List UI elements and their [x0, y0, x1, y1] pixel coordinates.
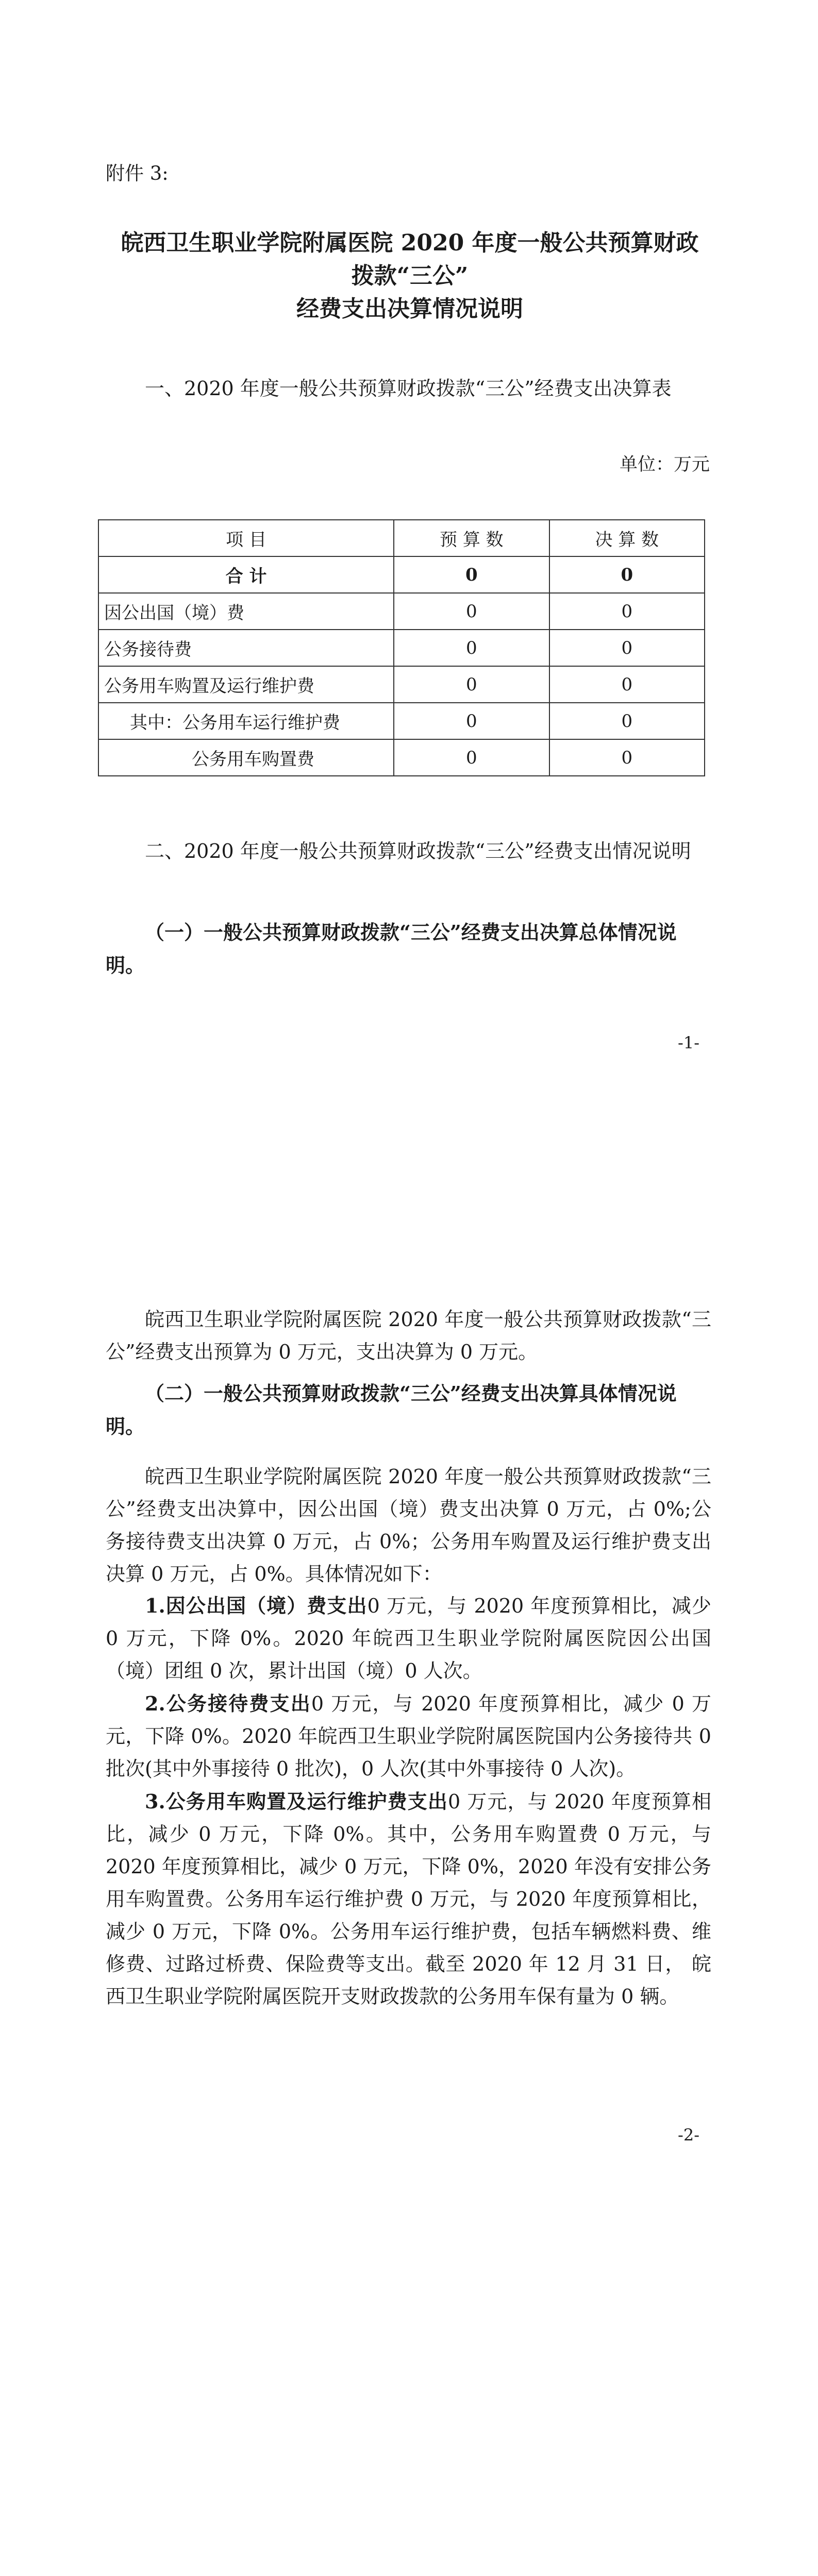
- row-budget: 0: [394, 556, 549, 593]
- row-item: 公务接待费: [98, 630, 394, 666]
- row-item: 其中：公务用车运行维护费: [98, 703, 394, 739]
- title-line-2: 拨款“三公”: [351, 263, 469, 289]
- page-number: -1-: [678, 1033, 699, 1053]
- subsection-1-heading: （一）一般公共预算财政拨款“三公”经费支出决算总体情况说明。: [106, 921, 677, 977]
- section-2-heading: 二、2020 年度一般公共预算财政拨款“三公”经费支出情况说明: [145, 840, 691, 862]
- row-budget: 0: [394, 666, 549, 703]
- page-3: [0, 2313, 818, 2576]
- subsection-2-heading: （二）一般公共预算财政拨款“三公”经费支出决算具体情况说明。: [106, 1382, 677, 1438]
- header-item: 项 目: [98, 520, 394, 556]
- item-1-lead: 1.因公出国（境）费支出: [145, 1594, 368, 1617]
- row-budget: 0: [394, 739, 549, 776]
- table-row: [98, 593, 705, 630]
- item-2-lead: 2.公务接待费支出: [145, 1692, 311, 1715]
- row-item: 因公出国（境）费: [98, 593, 394, 630]
- table-header-row: [98, 520, 705, 556]
- row-item: 公务用车购置及运行维护费: [98, 666, 394, 703]
- row-budget: 0: [394, 703, 549, 739]
- title-line-1: 皖西卫生职业学院附属医院 2020 年度一般公共预算财政: [121, 230, 699, 256]
- header-actual: 决 算 数: [549, 520, 705, 556]
- paragraph-detail: 皖西卫生职业学院附属医院 2020 年度一般公共预算财政拨款“三公”经费支出决算中，因公出国（境）费支出决算 0 万元，占 0%;公务接待费支出决算 0 万元，占 0%；公务用车购置及运行维护费支出决算 0 万元，占 0%。具体情况如下：: [106, 1465, 711, 1585]
- row-item: 公务用车购置费: [98, 739, 394, 776]
- header-budget: 预 算 数: [394, 520, 549, 556]
- row-item: 合 计: [98, 556, 394, 593]
- row-actual: 0: [549, 556, 705, 593]
- section-1-heading: 一、2020 年度一般公共预算财政拨款“三公”经费支出决算表: [145, 377, 672, 400]
- item-3-lead: 3.公务用车购置及运行维护费支出: [145, 1790, 448, 1813]
- title-line-3: 经费支出决算情况说明: [296, 296, 523, 322]
- table-row: [98, 703, 705, 739]
- page-number: -2-: [678, 2125, 699, 2145]
- item-3-text: 0 万元，与 2020 年度预算相比，减少 0 万元，下降 0%。其中，公务用车购置费 0 万元，与 2020 年度预算相比，减少 0 万元，下降 0%，2020 年没有安排公务用车购置费。公务用车运行维护费 0 万元，与 2020 年度预算相比，减少 0 万元，下降 0%。公务用车运行维护费，包括车辆燃料费、维修费、过路过桥费、保险费等支出。截至 2020 年 12 月 31 日， 皖西卫生职业学院附属医院开支财政拨款的公务用车保有量为 0 辆。: [106, 1790, 712, 2008]
- item-1-text: 0 万元，与 2020 年度预算相比，减少 0 万元，下降 0%。2020 年皖西卫生职业学院附属医院因公出国（境）团组 0 次，累计出国（境）0 人次。: [106, 1595, 712, 1682]
- row-actual: 0: [549, 703, 705, 739]
- paragraph-item-2: [106, 1687, 711, 1785]
- document-title: [106, 227, 714, 326]
- table-row: [98, 630, 705, 666]
- page-1: [0, 0, 818, 1157]
- unit-label: 单位：万元: [619, 454, 710, 475]
- table-row: [98, 666, 705, 703]
- item-2-text: 0 万元，与 2020 年度预算相比，减少 0 万元，下降 0%。2020 年皖西卫生职业学院附属医院国内公务接待共 0 批次(其中外事接待 0 批次)，0 人次(其中外事接待 0 人次)。: [106, 1692, 711, 1780]
- row-actual: 0: [549, 593, 705, 630]
- row-actual: 0: [549, 630, 705, 666]
- table-row-total: [98, 556, 705, 593]
- row-actual: 0: [549, 666, 705, 703]
- row-budget: 0: [394, 630, 549, 666]
- attachment-label: 附件 3:: [106, 162, 169, 184]
- table-row: [98, 739, 705, 776]
- page-2: [0, 1157, 818, 2313]
- paragraph-item-3: [106, 1785, 711, 2013]
- row-actual: 0: [549, 739, 705, 776]
- budget-table: [98, 519, 705, 776]
- paragraph-overall: 皖西卫生职业学院附属医院 2020 年度一般公共预算财政拨款“三公”经费支出预算为 0 万元，支出决算为 0 万元。: [106, 1308, 711, 1363]
- paragraph-item-1: [106, 1589, 711, 1687]
- row-budget: 0: [394, 593, 549, 630]
